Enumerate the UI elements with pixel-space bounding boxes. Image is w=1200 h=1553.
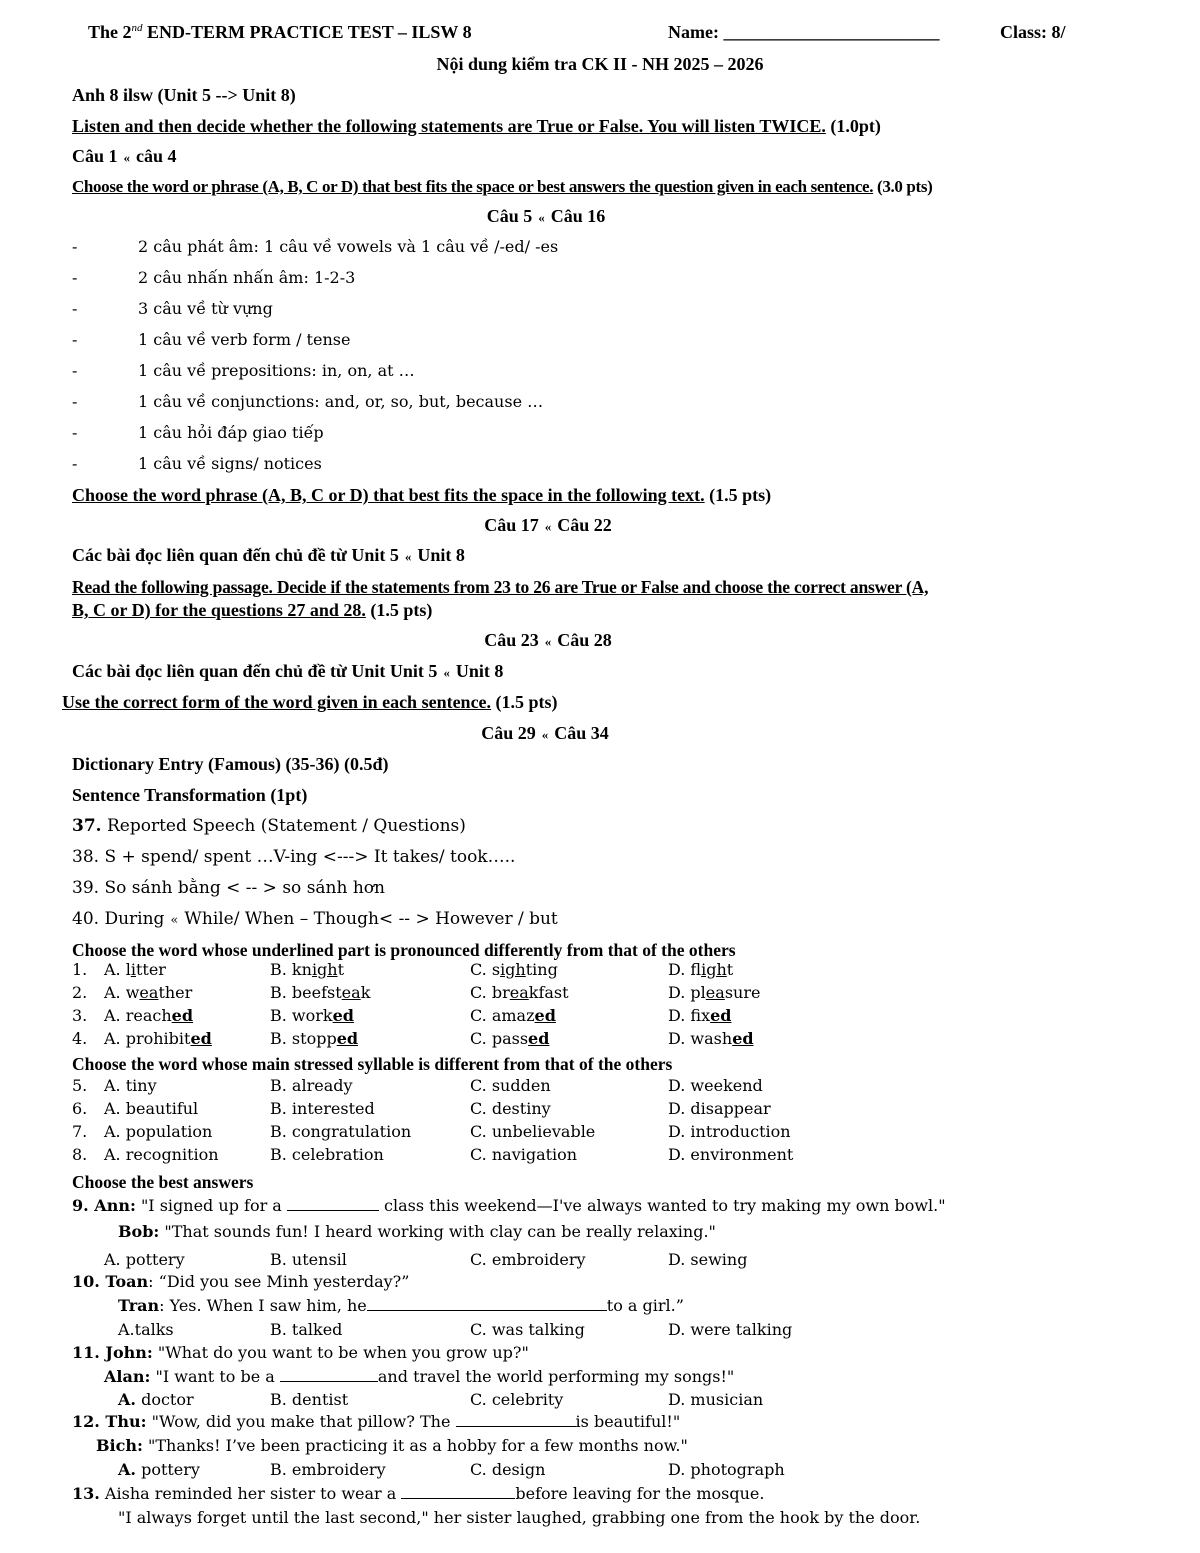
transform-item-38: 38. S + spend/ spent …V-ing <---> It takes/ took….. [72, 847, 516, 867]
question-9-line1: 9. Ann: "I signed up for a class this weekend—I've always wanted to try making my own bowl." [72, 1196, 946, 1215]
answer-option[interactable]: A.talks [118, 1320, 174, 1339]
option-text: A. prohibit [104, 1029, 191, 1048]
arrow-icon: « [541, 727, 549, 742]
answer-option[interactable] [118, 1390, 194, 1409]
answer-option[interactable]: D. sewing [668, 1250, 748, 1269]
underlined-part: ed [732, 1029, 754, 1048]
question-13-line2: "I always forget until the last second," her sister laughed, grabbing one from the hook by the door. [118, 1508, 921, 1527]
answer-option[interactable] [668, 983, 760, 1002]
answer-option[interactable]: D. weekend [668, 1076, 763, 1095]
answer-option[interactable]: B. celebration [270, 1145, 384, 1164]
option-letter: A. [118, 1460, 136, 1479]
bullet-dash: - [72, 237, 78, 256]
underlined-part: ea [139, 983, 159, 1002]
answer-option[interactable]: B. embroidery [270, 1460, 386, 1479]
option-letter: A. [118, 1390, 136, 1409]
answer-option[interactable] [470, 1006, 556, 1025]
option-text: B. stopp [270, 1029, 337, 1048]
option-text: B. kn [270, 960, 312, 979]
underlined-part: igh [701, 960, 727, 979]
option-text: ther [158, 983, 193, 1002]
bullet-dash: - [72, 423, 78, 442]
question-number: 7. [72, 1122, 88, 1141]
reading-heading-line2: B, C or D) for the questions 27 and 28. (1.5 pts) [72, 600, 433, 620]
option-text: A. w [104, 983, 140, 1002]
underlined-part: igh [311, 960, 338, 979]
class-field-label: Class: 8/ [1000, 22, 1066, 42]
answer-option[interactable]: A. population [104, 1122, 213, 1141]
option-text: tter [135, 960, 166, 979]
answer-option[interactable] [668, 1006, 732, 1025]
question-number: 3. [72, 1006, 88, 1025]
underlined-part: ed [332, 1006, 354, 1025]
answer-option[interactable]: D. were talking [668, 1320, 793, 1339]
arrow-icon: « [443, 665, 450, 680]
option-text: B. beefst [270, 983, 342, 1002]
answer-option[interactable] [470, 960, 558, 979]
underlined-part: igh [500, 960, 526, 979]
arrow-icon: « [544, 634, 552, 649]
underlined-part: ea [509, 983, 529, 1002]
answer-option[interactable]: C. sudden [470, 1076, 551, 1095]
question-number: 8. [72, 1145, 88, 1164]
bullet-dash: - [72, 299, 78, 318]
underlined-part: ea [341, 983, 361, 1002]
option-text: t [337, 960, 345, 979]
answer-option[interactable] [118, 1460, 200, 1479]
answer-option[interactable]: C. navigation [470, 1145, 578, 1164]
bullet-item: 1 câu về signs/ notices [138, 454, 322, 473]
subtitle: Nội dung kiểm tra CK II - NH 2025 – 2026 [436, 54, 764, 74]
answer-option[interactable] [104, 1029, 212, 1048]
answer-option[interactable]: C. destiny [470, 1099, 551, 1118]
answer-option[interactable]: A. pottery [104, 1250, 185, 1269]
option-text: A. l [104, 960, 131, 979]
question-12-line1: 12. Thu: "Wow, did you make that pillow? The is beautiful!" [72, 1412, 681, 1431]
bullet-item: 2 câu phát âm: 1 câu về vowels và 1 câu về /-ed/ -es [138, 237, 559, 256]
bullet-dash: - [72, 392, 78, 411]
question-11-line2: Alan: "I want to be a and travel the world performing my songs!" [104, 1367, 735, 1386]
bullet-dash: - [72, 268, 78, 287]
question-12-line2: Bich: "Thanks! I’ve been practicing it as a hobby for a few months now." [96, 1436, 688, 1455]
bullet-item: 1 câu về verb form / tense [138, 330, 351, 349]
listening-heading: Listen and then decide whether the following statements are True or False. You will listen TWICE. (1.0pt) [72, 116, 881, 136]
answer-option[interactable] [104, 1006, 193, 1025]
question-9-line2: Bob: "That sounds fun! I heard working with clay can be really relaxing." [118, 1222, 716, 1241]
bullet-item: 1 câu về conjunctions: and, or, so, but, because … [138, 392, 544, 411]
question-number: 4. [72, 1029, 88, 1048]
cloze-heading: Choose the word phrase (A, B, C or D) that best fits the space in the following text. (1.5 pts) [72, 485, 772, 505]
transform-item-37: 37. Reported Speech (Statement / Questions) [72, 816, 466, 836]
answer-option[interactable] [470, 1029, 549, 1048]
bullet-item: 1 câu hỏi đáp giao tiếp [138, 423, 324, 442]
option-text: C. s [470, 960, 501, 979]
option-text: C. pass [470, 1029, 529, 1048]
answer-option[interactable]: A. tiny [104, 1076, 157, 1095]
transform-item-39: 39. So sánh bằng < -- > so sánh hơn [72, 878, 385, 898]
reading-heading-line1: Read the following passage. Decide if the statements from 23 to 26 are True or False and choose the correct answer (A, [72, 577, 929, 597]
bullet-dash: - [72, 330, 78, 349]
bullet-dash: - [72, 454, 78, 473]
answer-option[interactable] [270, 1006, 354, 1025]
arrow-icon: « [538, 210, 545, 225]
answer-option[interactable]: A. recognition [104, 1145, 219, 1164]
answer-option[interactable] [668, 1029, 754, 1048]
mc-heading: Choose the word or phrase (A, B, C or D) that best fits the space or best answers the question given in each sentence. (3.0 pts) [72, 177, 933, 196]
question-13-line1: 13. Aisha reminded her sister to wear a before leaving for the mosque. [72, 1484, 765, 1503]
option-text: A. reach [104, 1006, 172, 1025]
option-text: C. amaz [470, 1006, 535, 1025]
option-text: D. fl [668, 960, 702, 979]
stress-heading: Choose the word whose main stressed syllable is different from that of the others [72, 1054, 673, 1074]
underlined-part: ed [534, 1006, 556, 1025]
transform-item-40: 40. During « While/ When – Though< -- > However / but [72, 909, 558, 929]
question-number: 6. [72, 1099, 88, 1118]
name-field-label: Name: ________________________ [668, 22, 940, 42]
option-text: D. pl [668, 983, 706, 1002]
cloze-note: Các bài đọc liên quan đến chủ đề từ Unit 5 « Unit 8 [72, 545, 465, 565]
answer-option[interactable] [270, 983, 370, 1002]
answer-option[interactable] [270, 960, 344, 979]
answer-option[interactable]: C. embroidery [470, 1250, 586, 1269]
cloze-range: Câu 17 « Câu 22 [484, 515, 612, 535]
dictionary-heading: Dictionary Entry (Famous) (35-36) (0.5đ) [72, 754, 389, 774]
answer-option[interactable]: B. utensil [270, 1250, 347, 1269]
wordform-range: Câu 29 « Câu 34 [481, 723, 609, 743]
question-number: 2. [72, 983, 88, 1002]
option-text: sure [724, 983, 761, 1002]
option-text: pottery [135, 1460, 200, 1479]
answer-option[interactable]: B. dentist [270, 1390, 349, 1409]
reading-note: Các bài đọc liên quan đến chủ đề từ Unit Unit 5 « Unit 8 [72, 661, 504, 681]
underlined-part: ea [705, 983, 725, 1002]
transform-heading: Sentence Transformation (1pt) [72, 785, 308, 805]
option-text: k [360, 983, 371, 1002]
scope-line: Anh 8 ilsw (Unit 5 --> Unit 8) [72, 85, 296, 105]
underlined-part: ed [190, 1029, 212, 1048]
question-10-line1: 10. Toan: “Did you see Minh yesterday?” [72, 1272, 410, 1291]
arrow-icon: « [123, 150, 131, 165]
answer-option[interactable]: C. celebrity [470, 1390, 564, 1409]
underlined-part: ed [336, 1029, 359, 1048]
option-text: doctor [135, 1390, 194, 1409]
answer-option[interactable] [470, 983, 569, 1002]
question-11-line1: 11. John: "What do you want to be when you grow up?" [72, 1343, 529, 1362]
answer-blank[interactable] [401, 1484, 515, 1499]
underlined-part: i [130, 960, 136, 979]
underlined-part: ed [710, 1006, 732, 1025]
pronunciation-heading: Choose the word whose underlined part is pronounced differently from that of the others [72, 940, 736, 960]
mc-range: Câu 5 « Câu 16 [486, 206, 606, 226]
bullet-item: 1 câu về prepositions: in, on, at … [138, 361, 415, 380]
answer-option[interactable]: B. already [270, 1076, 353, 1095]
answer-option[interactable]: C. design [470, 1460, 546, 1479]
answer-option[interactable]: C. unbelievable [470, 1122, 596, 1141]
option-text: D. fix [668, 1006, 711, 1025]
option-text: C. br [470, 983, 510, 1002]
answer-option[interactable]: D. disappear [668, 1099, 771, 1118]
answer-option[interactable] [270, 1029, 358, 1048]
answer-option[interactable]: C. was talking [470, 1320, 585, 1339]
listening-range: Câu 1 « câu 4 [72, 146, 177, 166]
bullet-item: 2 câu nhấn nhấn âm: 1-2-3 [138, 268, 356, 287]
best-answers-heading: Choose the best answers [72, 1172, 254, 1192]
answer-option[interactable] [104, 983, 192, 1002]
answer-blank[interactable] [456, 1412, 576, 1427]
option-text: t [726, 960, 734, 979]
answer-option[interactable]: D. photograph [668, 1460, 785, 1479]
bullet-item: 3 câu về từ vựng [138, 299, 273, 318]
answer-option[interactable]: A. beautiful [104, 1099, 199, 1118]
reading-range: Câu 23 « Câu 28 [484, 630, 612, 650]
answer-blank[interactable] [367, 1296, 607, 1311]
answer-option[interactable] [104, 960, 166, 979]
underlined-part: ed [528, 1029, 550, 1048]
answer-blank[interactable] [280, 1367, 378, 1382]
arrow-icon: « [170, 913, 179, 928]
answer-option[interactable]: D. introduction [668, 1122, 791, 1141]
arrow-icon: « [544, 519, 552, 534]
answer-option[interactable]: B. interested [270, 1099, 375, 1118]
question-number: 5. [72, 1076, 88, 1095]
question-number: 1. [72, 960, 88, 979]
answer-option[interactable]: B. talked [270, 1320, 343, 1339]
option-text: kfast [528, 983, 569, 1002]
option-text: ting [525, 960, 558, 979]
test-title: The 2nd END-TERM PRACTICE TEST – ILSW 8 [88, 22, 472, 42]
answer-option[interactable]: D. musician [668, 1390, 764, 1409]
wordform-heading: Use the correct form of the word given in each sentence. (1.5 pts) [62, 692, 558, 712]
question-10-line2: Tran: Yes. When I saw him, he to a girl.” [118, 1296, 684, 1315]
option-text: B. work [270, 1006, 333, 1025]
bullet-dash: - [72, 361, 78, 380]
underlined-part: ed [171, 1006, 194, 1025]
option-text: D. wash [668, 1029, 733, 1048]
answer-option[interactable] [668, 960, 733, 979]
answer-option[interactable]: D. environment [668, 1145, 794, 1164]
arrow-icon: « [404, 549, 412, 564]
answer-blank[interactable] [287, 1196, 379, 1211]
answer-option[interactable]: B. congratulation [270, 1122, 412, 1141]
